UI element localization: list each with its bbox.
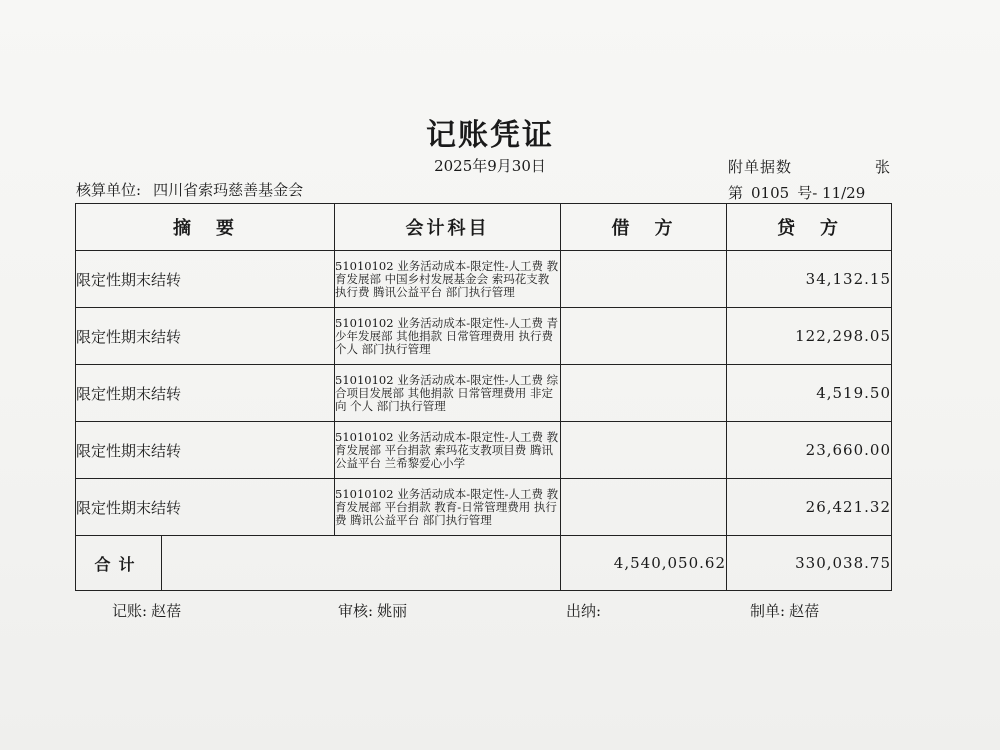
total-row — [76, 536, 892, 591]
voucher-prefix: 第 — [728, 184, 744, 202]
row-credit: 4,519.50 — [727, 365, 892, 422]
row-credit: 34,132.15 — [727, 251, 892, 308]
preparer-label: 制单: — [750, 602, 786, 620]
reviewer-label: 审核: — [338, 602, 374, 620]
row-subject: 51010102 业务活动成本-限定性-人工费 青少年发展部 其他捐款 日常管理费用 执行费 个人 部门执行管理 — [335, 308, 561, 365]
row-debit — [561, 365, 727, 422]
row-credit: 23,660.00 — [727, 422, 892, 479]
bookkeeper-name: 赵蓓 — [151, 602, 182, 620]
reviewer-signoff — [338, 600, 407, 621]
table-row — [76, 251, 892, 308]
total-label: 合计 — [76, 536, 162, 591]
voucher-number — [728, 182, 873, 203]
row-subject: 51010102 业务活动成本-限定性-人工费 教育发展部 中国乡村发展基金会 索玛花支教 执行费 腾讯公益平台 部门执行管理 — [335, 251, 561, 308]
row-summary: 限定性期末结转 — [76, 365, 335, 422]
row-summary: 限定性期末结转 — [76, 422, 335, 479]
accounting-unit — [76, 179, 303, 200]
reviewer-name: 姚丽 — [377, 602, 408, 620]
total-debit: 4,540,050.62 — [561, 536, 727, 591]
row-credit: 122,298.05 — [727, 308, 892, 365]
row-subject: 51010102 业务活动成本-限定性-人工费 教育发展部 平台捐款 教育-日常管理费用 执行费 腾讯公益平台 部门执行管理 — [335, 479, 561, 536]
page-title: 记账凭证 — [426, 118, 554, 153]
table-row — [76, 365, 892, 422]
header-debit: 借 方 — [561, 204, 727, 251]
row-credit: 26,421.32 — [727, 479, 892, 536]
header-summary: 摘 要 — [76, 204, 335, 251]
attachment-label: 附单据数 — [728, 158, 793, 176]
attachment-unit: 张 — [875, 158, 891, 176]
bookkeeper-signoff — [112, 600, 181, 621]
bookkeeper-label: 记账: — [112, 602, 148, 620]
row-debit — [561, 251, 727, 308]
accounting-unit-label: 核算单位: — [76, 181, 142, 199]
header-subject: 会计科目 — [335, 204, 561, 251]
total-empty-cell — [162, 536, 561, 591]
preparer-name: 赵蓓 — [789, 602, 820, 620]
cashier-signoff — [566, 600, 605, 621]
row-debit — [561, 308, 727, 365]
total-credit: 330,038.75 — [727, 536, 892, 591]
table-row — [76, 308, 892, 365]
row-subject: 51010102 业务活动成本-限定性-人工费 综合项目发展部 其他捐款 日常管理费用 非定向 个人 部门执行管理 — [335, 365, 561, 422]
row-subject: 51010102 业务活动成本-限定性-人工费 教育发展部 平台捐款 索玛花支教项目费 腾讯公益平台 兰希黎爱心小学 — [335, 422, 561, 479]
accounting-unit-name: 四川省索玛慈善基金会 — [153, 181, 304, 199]
row-debit — [561, 479, 727, 536]
row-summary: 限定性期末结转 — [76, 479, 335, 536]
header-credit: 贷 方 — [727, 204, 892, 251]
row-summary: 限定性期末结转 — [76, 251, 335, 308]
preparer-signoff — [750, 600, 819, 621]
table-row — [76, 422, 892, 479]
table-row — [76, 479, 892, 536]
row-debit — [561, 422, 727, 479]
voucher-table — [75, 203, 892, 591]
table-header-row — [76, 204, 892, 251]
voucher-suffix: 号- 11/29 — [797, 184, 866, 202]
row-summary: 限定性期末结转 — [76, 308, 335, 365]
voucher-number-value: 0105 — [751, 184, 790, 202]
cashier-label: 出纳: — [566, 602, 602, 620]
voucher-date: 2025年9月30日 — [434, 157, 546, 175]
